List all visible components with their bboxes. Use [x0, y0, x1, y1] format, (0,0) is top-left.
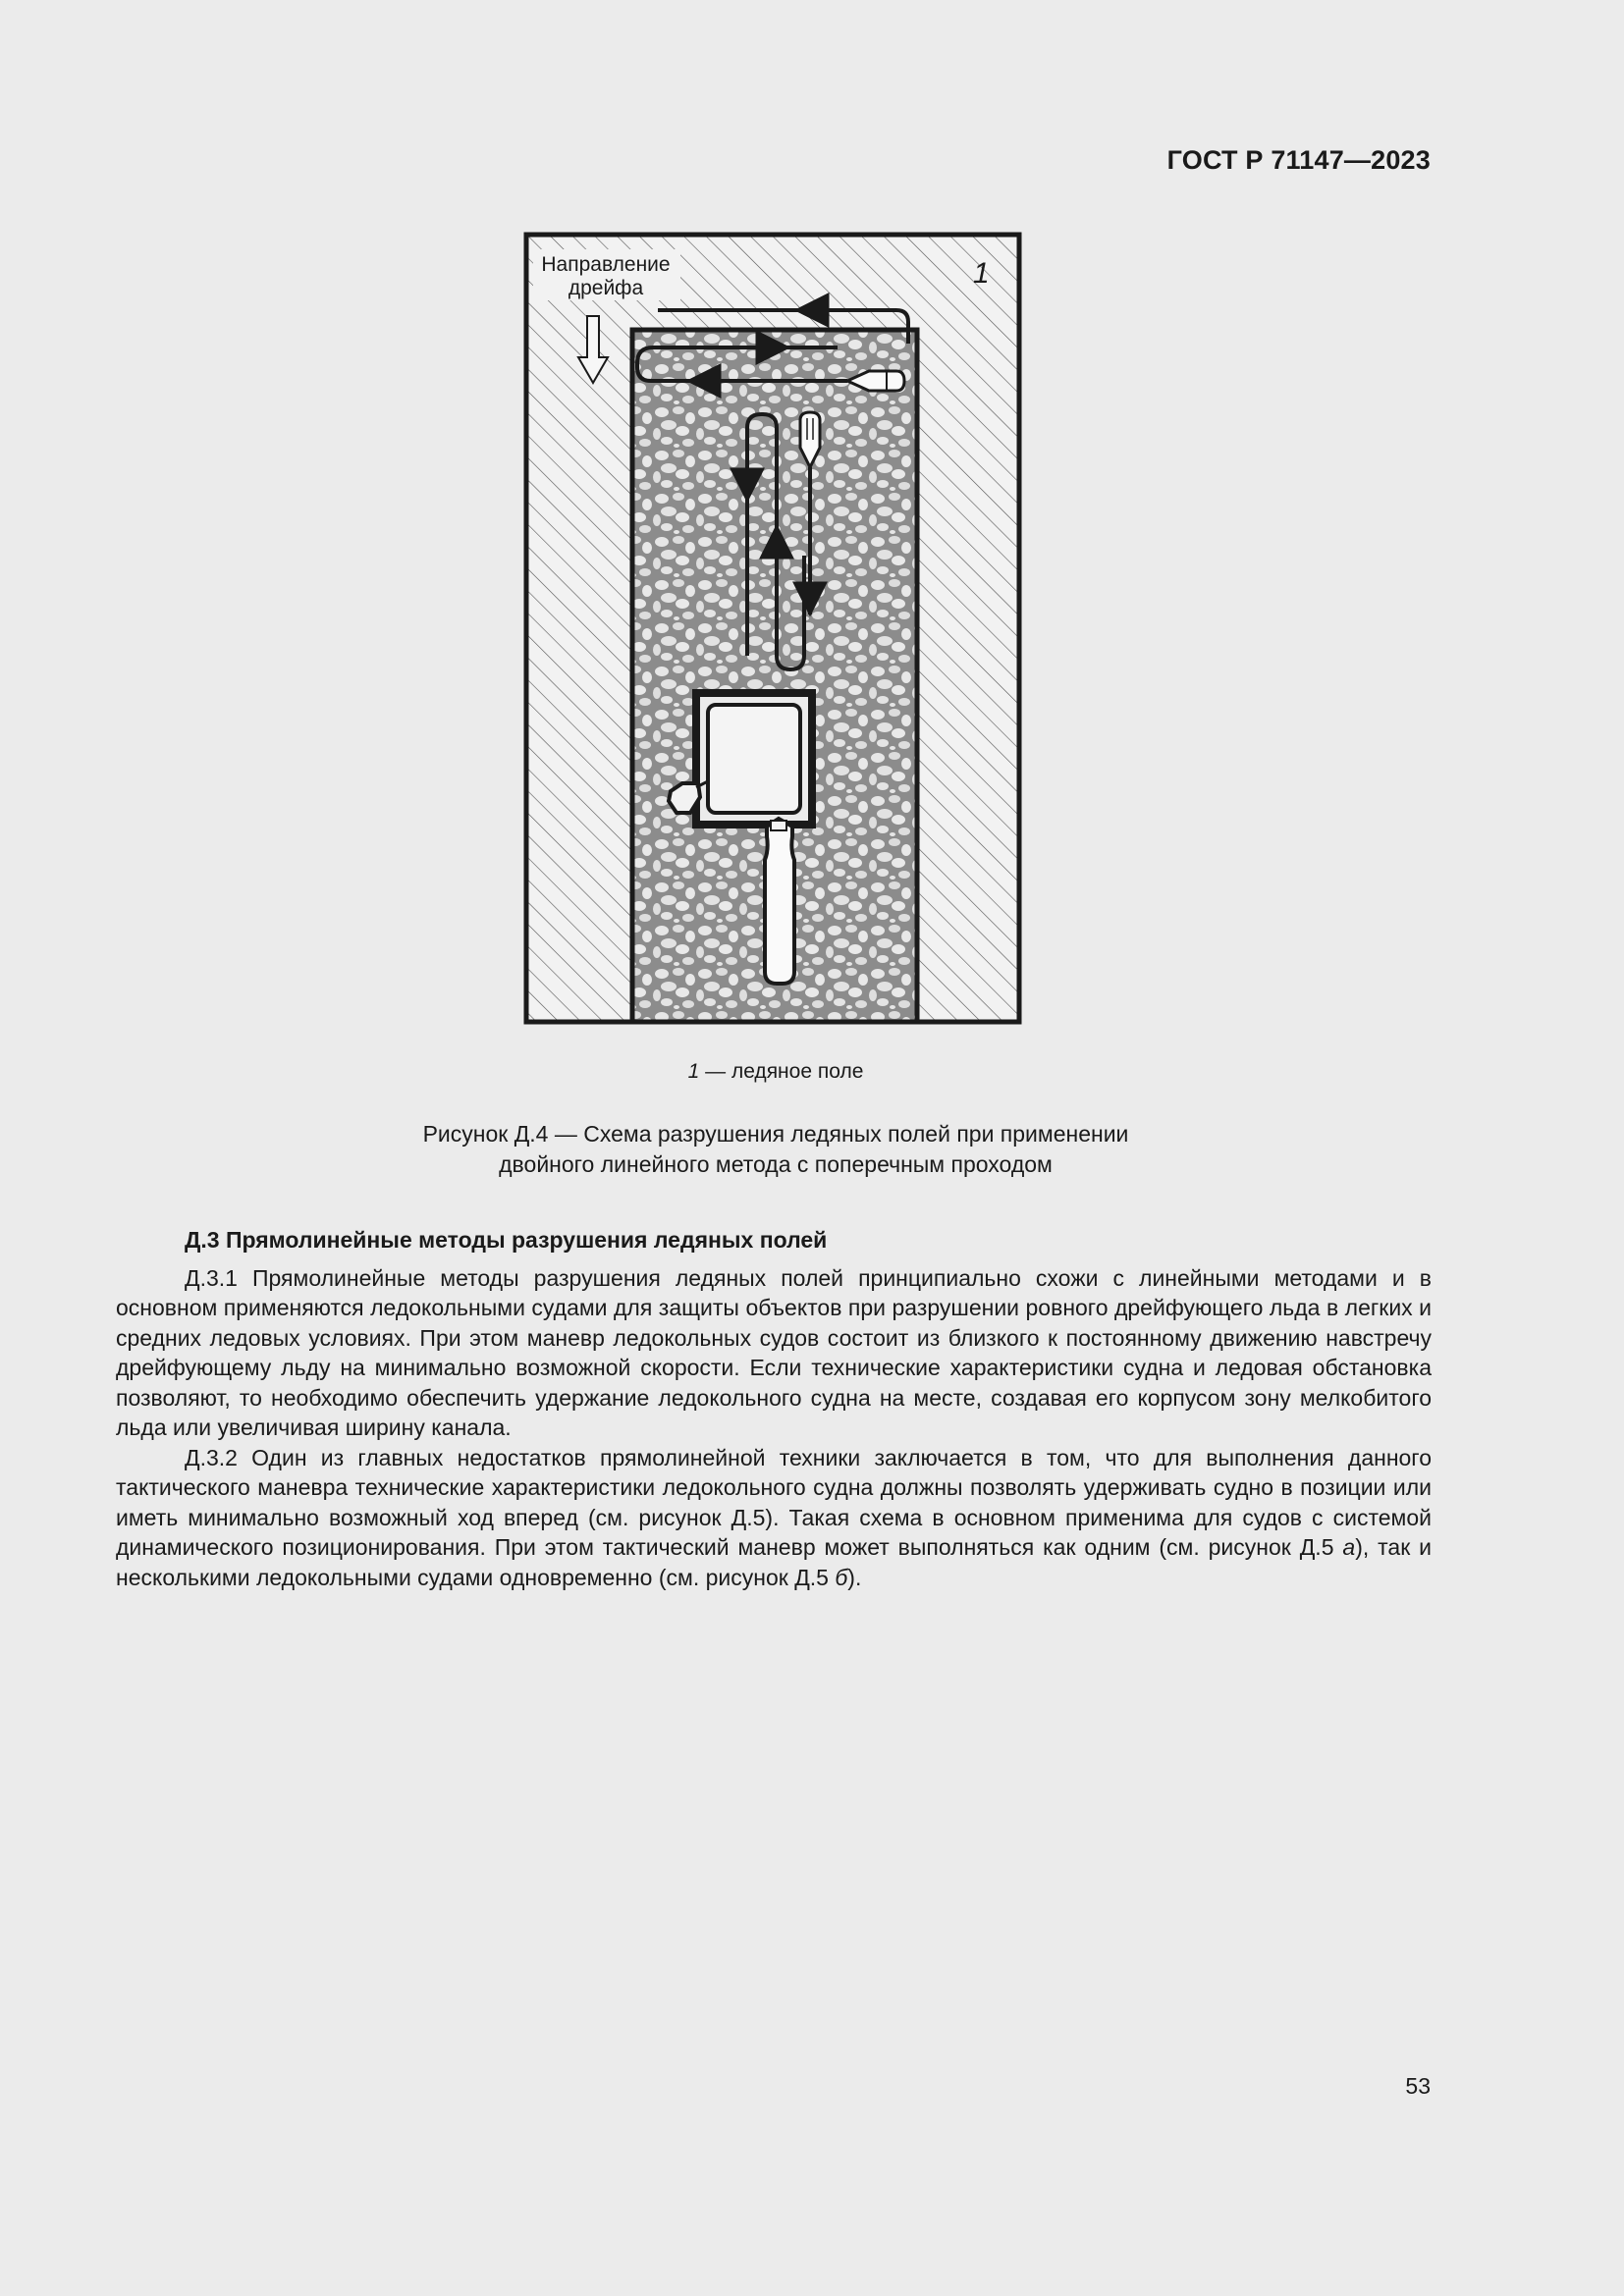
legend-text: — ледяное поле: [699, 1060, 864, 1083]
caption-line1: Рисунок Д.4 — Схема разрушения ледяных полей при применении: [422, 1121, 1129, 1147]
drift-label-line2: дрейфа: [568, 277, 644, 299]
legend-number: 1: [687, 1060, 700, 1083]
section-title: Д.3 Прямолинейные методы разрушения ледяных полей: [185, 1227, 828, 1253]
callout-number: 1: [973, 257, 990, 290]
para2-italic-a: а: [1342, 1534, 1356, 1560]
protected-object-icon: [708, 705, 800, 813]
caption-line2: двойного линейного метода с поперечным проходом: [499, 1151, 1053, 1177]
figure-legend: [0, 1060, 1551, 1084]
page-number: 53: [1405, 2073, 1431, 2099]
document-id: ГОСТ Р 71147—2023: [1166, 145, 1431, 175]
paragraph-d3-1: Д.3.1 Прямолинейные методы разрушения ледяных полей принципиально схожи с линейными методами и в основном применяются ледокольными судами для защиты объектов при разрушении ровного дрейфующего льда в легких и средних ледовых условиях. При этом маневр ледокольных судов состоит из близкого к постоянному движению навстречу дрейфующему льду на минимально возможной скорости. Если технические характеристики судна и ледовая обстановка позволяют, то необходимо обеспечить удержание ледокольного судна на месте, создавая его корпусом зону мелкобитого льда или увеличивая ширину канала.: [116, 1264, 1432, 1440]
figure-caption: [0, 1119, 1551, 1180]
section-body: [116, 1225, 1432, 1592]
paragraph-d3-2: [116, 1443, 1432, 1593]
para2-text-3: ).: [847, 1564, 862, 1590]
para2-text-2: ), так и несколькими ледокольными судами одновременно (см. рисунок Д.5: [116, 1534, 1432, 1590]
figure-d4: [523, 232, 1022, 1025]
icebreaker-bottom-icon: [765, 819, 794, 984]
drift-label-line1: Направление: [541, 253, 671, 276]
para2-italic-b: б: [835, 1564, 848, 1590]
para2-text-1: Д.3.2 Один из главных недостатков прямолинейной техники заключается в том, что для выполнения данного тактического маневра технические характеристики ледокольного судна должны позволять удерживать судно в позиции или иметь минимально возможный ход вперед (см. рисунок Д.5). Такая схема в основном применима для судов с системой динамического позиционирования. При этом тактический маневр может выполняться как одним (см. рисунок Д.5: [116, 1444, 1432, 1560]
